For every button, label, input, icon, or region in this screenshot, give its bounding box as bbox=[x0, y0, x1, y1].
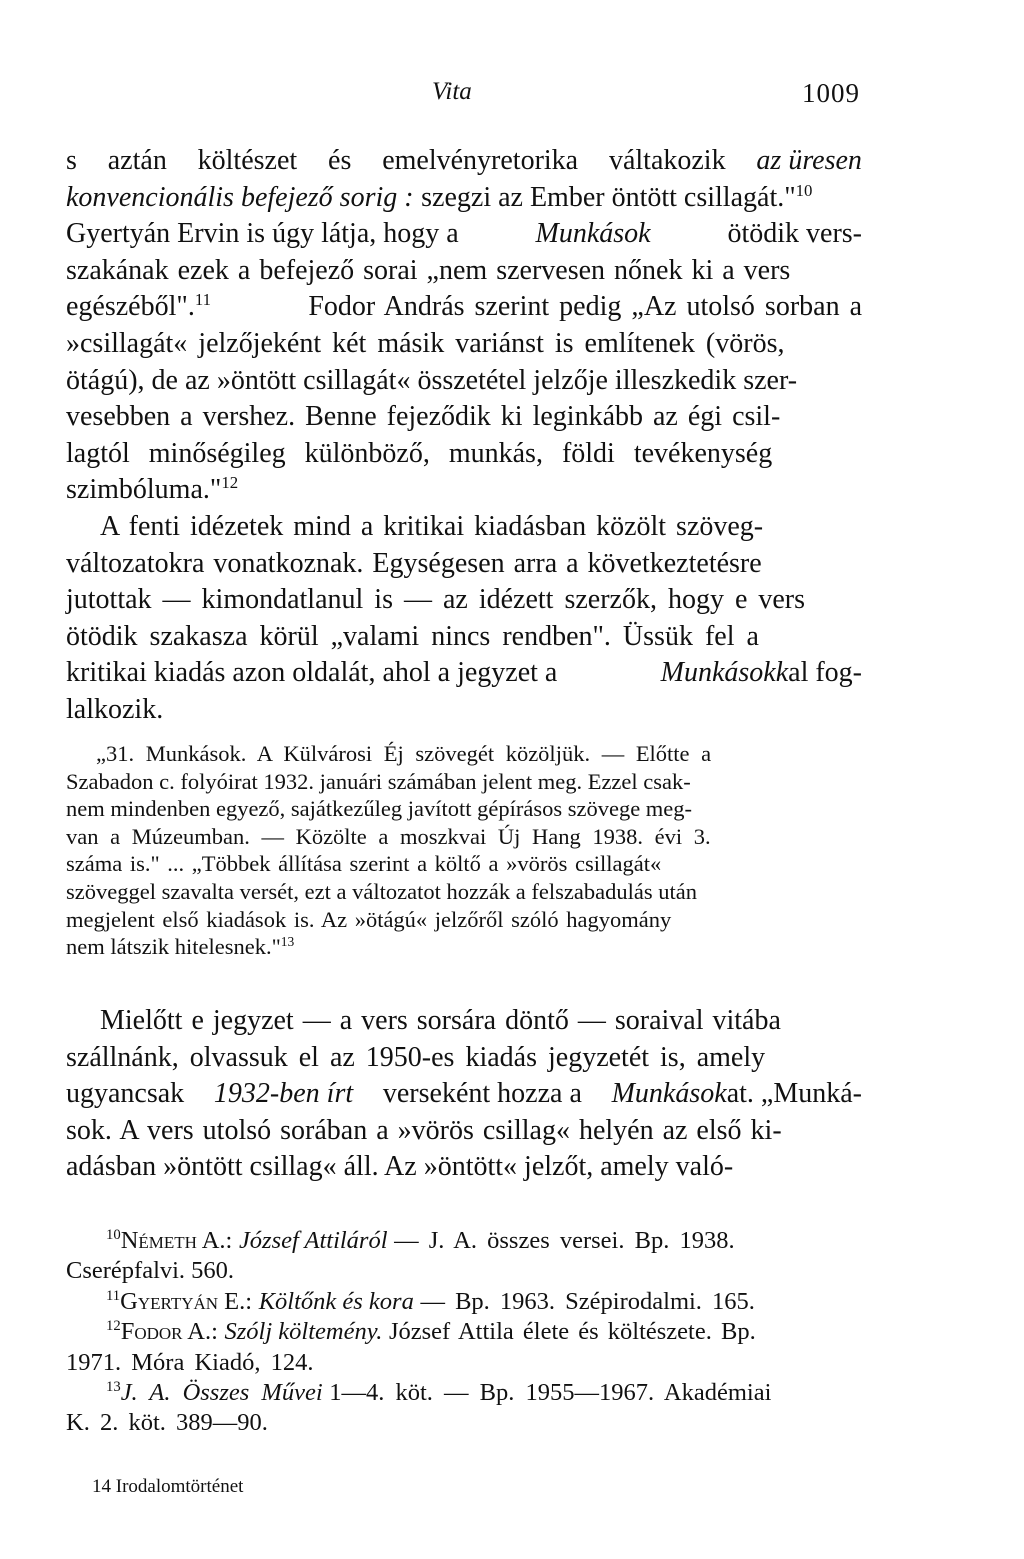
footnote-10: $^{10}$Németh A.: József Attiláról — J. A. összes versei. Bp. 1938. bbox=[106, 1227, 735, 1254]
text-line: szimbóluma."$^{12}$ bbox=[66, 473, 239, 506]
text-line: ötödik szakasza körül „valami nincs rendben". Üssük fel a bbox=[66, 620, 759, 652]
text-line: adásban »öntött csillag« áll. Az »öntött« jelzőt, amely való- bbox=[66, 1151, 734, 1183]
text-line: lalkozik. bbox=[66, 693, 164, 725]
footnote-ref-11[interactable]: 11 bbox=[194, 290, 211, 310]
text-line: szállnánk, olvassuk el az 1950-es kiadás jegyzetét is, amely bbox=[66, 1041, 766, 1073]
running-head bbox=[0, 78, 1024, 118]
text-line: nem látszik hitelesnek."$^{13}$ bbox=[66, 934, 295, 960]
text-line: A fenti idézetek mind a kritikai kiadásban közölt szöveg- bbox=[100, 511, 764, 542]
text-line: Szabadon c. folyóirat 1932. januári számában jelent meg. Ezzel csak- bbox=[66, 768, 691, 794]
text-line: lagtól minőségileg különböző, munkás, földi tevékenység bbox=[66, 437, 773, 469]
text-line: megjelent első kiadások is. Az »ötágú« jelzőről szóló hagyomány bbox=[66, 906, 672, 932]
text-line: van a Múzeumban. — Közölte a moszkvai Új Hang 1938. évi 3. bbox=[66, 823, 711, 849]
footnote-12: $^{12}$Fodor A.: Szólj költemény. József Attila élete és költészete. Bp. bbox=[106, 1318, 756, 1346]
text-line: egészéből".$^{11}$ Fodor András szerint pedig „Az utolsó sorban a bbox=[66, 290, 862, 323]
text-line: változatokra vonatkoznak. Egységesen arra a következtetésre bbox=[66, 547, 762, 579]
text-line: kritikai kiadás azon oldalát, ahol a jegyzet a Munkásokkal fog- bbox=[66, 657, 862, 689]
text-line: sok. A vers utolsó sorában a »vörös csillag« helyén az első ki- bbox=[66, 1114, 782, 1146]
running-title: Vita bbox=[432, 78, 472, 105]
text-line: szöveggel szavalta versét, ezt a változatot hozzák a felszabadulás után bbox=[66, 878, 697, 904]
text-line: ötágú), de az »öntött csillagát« összetétel jelzője illeszkedik szer- bbox=[66, 364, 798, 396]
text-line: vesebben a vershez. Benne fejeződik ki leginkább az égi csil- bbox=[66, 401, 781, 433]
text-line: konvencionális befejező sorig : szegzi az Ember öntött csillagát."$^{10}$ bbox=[66, 180, 813, 213]
footnote-13-cont: K. 2. köt. 389—90. bbox=[66, 1409, 268, 1437]
text-line: »csillagát« jelzőjeként két másik variánst is említenek (vörös, bbox=[66, 327, 785, 359]
paragraph-1 bbox=[66, 143, 862, 509]
text-line: jutottak — kimondatlanul is — az idézett szerzők, hogy e vers bbox=[66, 584, 806, 616]
footnote-ref-10[interactable]: 10 bbox=[795, 180, 813, 200]
text-line: „31. Munkások. A Külvárosi Éj szövegét közöljük. — Előtte a bbox=[96, 741, 712, 766]
text-line: ugyancsak 1932-ben írt verseként hozza a Munkásokat. „Munká- bbox=[66, 1078, 862, 1110]
footnote-13: $^{13}$J. A. Összes Művei 1—4. köt. — Bp. 1955—1967. Akadémiai bbox=[106, 1378, 772, 1406]
text-line: s aztán költészet és emelvényretorika váltakozik az üresen bbox=[66, 145, 862, 176]
page-number: 1009 bbox=[802, 78, 860, 108]
paragraph-2 bbox=[66, 509, 862, 729]
printer-signature: 14 Irodalomtörténet bbox=[92, 1476, 244, 1497]
footnote-12-cont: 1971. Móra Kiadó, 124. bbox=[66, 1348, 314, 1376]
text-line: száma is." ... „Többek állítása szerint a költő a »vörös csillagát« bbox=[66, 851, 662, 877]
footnotes bbox=[66, 1226, 862, 1439]
footnote-11: $^{11}$Gyertyán E.: Költőnk és kora — Bp. 1963. Szépirodalmi. 165. bbox=[106, 1287, 755, 1315]
paragraph-3 bbox=[66, 1003, 862, 1186]
text-line: Gyertyán Ervin is úgy látja, hogy a Munkások ötödik vers- bbox=[66, 218, 862, 250]
footnote-10-cont: Cserépfalvi. 560. bbox=[66, 1257, 235, 1285]
footnote-ref-12[interactable]: 12 bbox=[221, 473, 239, 493]
text-line: szakának ezek a befejező sorai „nem szervesen nőnek ki a vers bbox=[66, 254, 791, 286]
quote-block bbox=[66, 740, 862, 961]
text-line: Mielőtt e jegyzet — a vers sorsára döntő — soraival vitába bbox=[100, 1005, 781, 1036]
text-line: nem mindenben egyező, sajátkezűleg javított gépírásos szövege meg- bbox=[66, 796, 693, 822]
footnote-ref-13[interactable]: 13 bbox=[280, 934, 295, 950]
